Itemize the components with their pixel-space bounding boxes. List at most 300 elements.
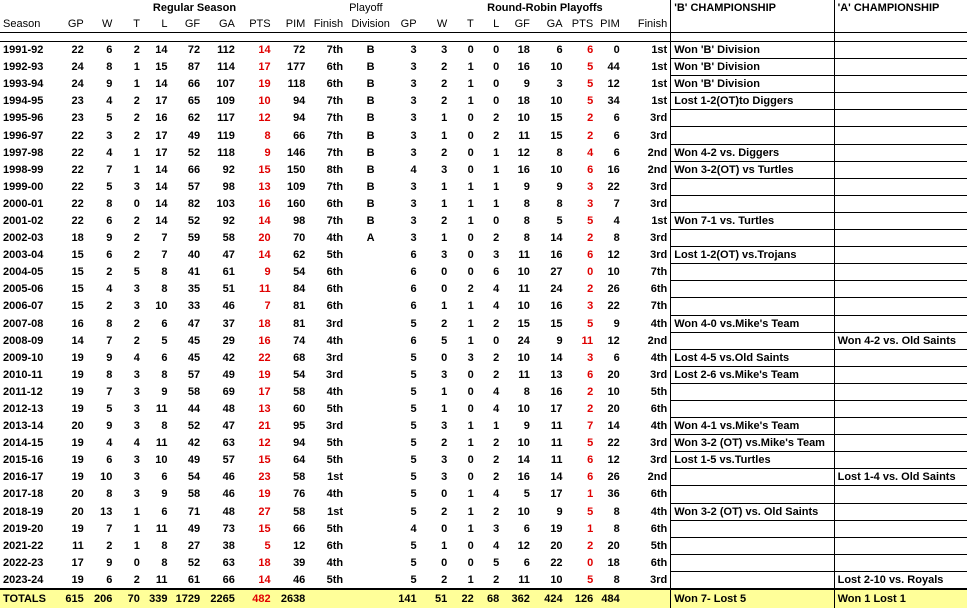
rr-finish-cell: 3rd	[650, 368, 668, 381]
rr-pts-cell: 6	[587, 368, 594, 381]
gp-cell: 22	[71, 180, 84, 193]
season-cell: 2023-24	[3, 573, 44, 586]
rr-finish-cell: 3rd	[650, 129, 668, 142]
rr-pts-cell: 5	[587, 61, 594, 74]
pts-cell: 19	[258, 78, 271, 91]
pts-cell: 17	[258, 385, 271, 398]
finish-cell: 4th	[326, 385, 344, 398]
rr-pim-cell: 22	[607, 300, 620, 313]
rr-l-cell: 2	[493, 471, 500, 484]
rr-w-cell: 3	[441, 471, 448, 484]
rr-finish-cell: 3rd	[650, 112, 668, 125]
rr-gp-cell: 5	[410, 368, 417, 381]
gp-cell: 22	[71, 163, 84, 176]
pim-cell: 39	[293, 556, 306, 569]
rr-gp-cell: 3	[410, 146, 417, 159]
rr-l-cell: 4	[493, 283, 500, 296]
rr-gf-cell: 6	[523, 522, 530, 535]
gp-cell: 19	[71, 573, 84, 586]
a-championship-cell	[834, 76, 967, 93]
b-championship-header: 'B' CHAMPIONSHIP	[671, 0, 834, 16]
ga-cell: 103	[216, 197, 235, 210]
season-cell: 2013-14	[3, 420, 44, 433]
col-rr-finish: Finish	[637, 18, 668, 30]
gp-cell: 19	[71, 368, 84, 381]
finish-cell: 3rd	[325, 368, 344, 381]
ga-cell: 46	[222, 471, 235, 484]
gf-cell: 82	[187, 197, 201, 210]
pts-cell: 14	[258, 249, 271, 262]
totals-rr-pts: 126	[566, 589, 597, 608]
rr-gf-cell: 11	[518, 249, 530, 262]
rr-ga-cell: 5	[556, 214, 563, 227]
ga-cell: 47	[222, 249, 235, 262]
rr-finish-cell: 2nd	[647, 334, 668, 347]
ga-cell: 61	[222, 266, 235, 279]
rr-l-cell: 0	[493, 214, 500, 227]
rr-l-cell: 3	[493, 249, 500, 262]
l-cell: 11	[155, 573, 168, 586]
division-cell: B	[366, 95, 375, 108]
l-cell: 15	[155, 61, 168, 74]
b-championship-cell	[671, 520, 834, 537]
rr-gf-cell: 9	[523, 78, 530, 91]
rr-gf-cell: 12	[517, 146, 530, 159]
rr-l-cell: 4	[493, 539, 500, 552]
rr-l-cell: 2	[493, 454, 500, 467]
division-cell	[346, 383, 395, 400]
rr-l-cell: 2	[493, 351, 500, 364]
a-championship-cell	[834, 537, 967, 554]
rr-pts-cell: 2	[587, 283, 594, 296]
col-finish: Finish	[313, 18, 344, 30]
rr-w-cell: 1	[441, 300, 448, 313]
gf-cell: 47	[187, 317, 201, 330]
pim-cell: 84	[293, 283, 306, 296]
t-cell: 3	[133, 300, 140, 313]
season-cell: 1999-00	[3, 180, 44, 193]
gf-cell: 45	[187, 351, 201, 364]
w-cell: 9	[106, 78, 113, 91]
rr-pim-cell: 20	[607, 539, 620, 552]
l-cell: 14	[155, 78, 168, 91]
col-pim: PIM	[285, 18, 306, 30]
pts-cell: 19	[258, 488, 271, 501]
t-cell: 4	[133, 351, 140, 364]
division-cell: B	[366, 78, 375, 91]
rr-gf-cell: 10	[517, 505, 530, 518]
b-championship-cell	[671, 298, 834, 315]
rr-gp-cell: 5	[410, 351, 417, 364]
t-cell: 1	[133, 539, 140, 552]
col-rr-gf: GF	[514, 18, 530, 30]
gf-cell: 66	[187, 163, 201, 176]
rr-pts-cell: 5	[587, 317, 594, 330]
rr-finish-cell: 6th	[650, 283, 668, 296]
gp-cell: 19	[71, 454, 84, 467]
rr-w-cell: 2	[441, 214, 448, 227]
table-row	[0, 452, 967, 469]
b-championship-cell: Won 'B' Division	[671, 59, 834, 76]
t-cell: 3	[133, 420, 140, 433]
rr-l-cell: 2	[493, 317, 500, 330]
season-cell: 2017-18	[3, 488, 44, 501]
a-championship-cell	[834, 281, 967, 298]
rr-t-cell: 0	[467, 368, 474, 381]
rr-ga-cell: 8	[556, 146, 563, 159]
division-cell	[346, 571, 395, 589]
b-championship-cell	[671, 537, 834, 554]
rr-gp-cell: 3	[410, 197, 417, 210]
w-cell: 9	[106, 351, 113, 364]
gp-cell: 19	[71, 437, 84, 450]
b-championship-cell: Won 4-0 vs.Mike's Team	[671, 315, 834, 332]
rr-gp-cell: 6	[410, 334, 417, 347]
totals-pts: 482	[238, 589, 274, 608]
table-row	[0, 349, 967, 366]
t-cell: 4	[133, 437, 140, 450]
ga-cell: 66	[222, 573, 235, 586]
pts-cell: 14	[258, 573, 271, 586]
pim-cell: 81	[293, 317, 306, 330]
rr-pim-cell: 34	[607, 95, 620, 108]
rr-gp-cell: 4	[410, 163, 417, 176]
pim-cell: 54	[293, 368, 306, 381]
b-championship-cell: Won 3-2 (OT) vs.Mike's Team	[671, 435, 834, 452]
rr-t-cell: 1	[467, 437, 474, 450]
finish-cell: 8th	[326, 163, 344, 176]
rr-finish-cell: 3rd	[650, 437, 668, 450]
rr-ga-cell: 13	[550, 368, 563, 381]
rr-gp-cell: 5	[410, 539, 417, 552]
rr-ga-cell: 17	[550, 403, 563, 416]
rr-finish-cell: 1st	[651, 78, 668, 91]
rr-t-cell: 1	[467, 61, 474, 74]
rr-pim-cell: 22	[607, 437, 620, 450]
totals-w: 206	[87, 589, 116, 608]
rr-w-cell: 2	[441, 78, 448, 91]
pts-cell: 19	[258, 368, 271, 381]
rr-finish-cell: 3rd	[650, 197, 668, 210]
a-championship-cell	[834, 520, 967, 537]
t-cell: 3	[133, 471, 140, 484]
pts-cell: 15	[258, 454, 271, 467]
table-row	[0, 435, 967, 452]
l-cell: 8	[161, 420, 168, 433]
pim-cell: 66	[293, 129, 306, 142]
rr-gf-cell: 11	[518, 368, 530, 381]
table-row	[0, 400, 967, 417]
t-cell: 1	[133, 163, 140, 176]
pts-cell: 21	[258, 420, 271, 433]
t-cell: 2	[133, 95, 140, 108]
b-championship-cell	[671, 383, 834, 400]
rr-gf-cell: 11	[518, 573, 530, 586]
col-season: Season	[3, 18, 41, 30]
rr-finish-cell: 6th	[650, 488, 668, 501]
rr-pts-cell: 5	[587, 573, 594, 586]
gf-cell: 61	[187, 573, 201, 586]
totals-rr-w: 51	[420, 589, 451, 608]
ga-cell: 109	[216, 95, 235, 108]
season-cell: 2012-13	[3, 403, 44, 416]
l-cell: 8	[161, 556, 168, 569]
totals-a-record: Won 1 Lost 1	[834, 589, 967, 608]
gf-cell: 65	[187, 95, 201, 108]
season-cell: 1993-94	[3, 78, 44, 91]
b-championship-cell: Won 4-2 vs. Diggers	[671, 144, 834, 161]
t-cell: 1	[133, 78, 140, 91]
finish-cell: 7th	[326, 112, 344, 125]
rr-ga-cell: 14	[550, 471, 563, 484]
rr-pts-cell: 5	[587, 95, 594, 108]
col-rr-pim: PIM	[600, 18, 620, 30]
rr-w-cell: 2	[441, 573, 448, 586]
finish-cell: 6th	[326, 539, 344, 552]
pim-cell: 95	[293, 420, 306, 433]
gf-cell: 27	[187, 539, 201, 552]
w-cell: 7	[106, 334, 113, 347]
pts-cell: 9	[264, 146, 271, 159]
gf-cell: 54	[187, 471, 201, 484]
b-championship-cell	[671, 571, 834, 589]
a-championship-cell	[834, 93, 967, 110]
a-championship-cell	[834, 230, 967, 247]
rr-pim-cell: 26	[607, 283, 620, 296]
l-cell: 9	[161, 385, 168, 398]
b-championship-cell	[671, 554, 834, 571]
w-cell: 6	[106, 249, 113, 262]
rr-ga-cell: 14	[550, 351, 563, 364]
totals-gf: 1729	[170, 589, 203, 608]
rr-ga-cell: 10	[550, 163, 563, 176]
division-cell: B	[366, 61, 375, 74]
rr-gf-cell: 10	[517, 112, 530, 125]
rr-w-cell: 5	[441, 334, 448, 347]
pim-cell: 109	[286, 180, 306, 193]
rr-pts-cell: 3	[587, 351, 594, 364]
l-cell: 14	[155, 44, 168, 57]
rr-w-cell: 3	[441, 44, 448, 57]
rr-l-cell: 2	[493, 232, 500, 245]
pim-cell: 54	[293, 266, 306, 279]
rr-ga-cell: 14	[550, 232, 563, 245]
l-cell: 8	[161, 368, 168, 381]
rr-t-cell: 1	[467, 420, 474, 433]
gp-cell: 19	[71, 471, 84, 484]
w-cell: 13	[100, 505, 113, 518]
t-cell: 3	[133, 368, 140, 381]
rr-w-cell: 2	[441, 317, 448, 330]
pts-cell: 8	[264, 129, 271, 142]
rr-w-cell: 1	[441, 112, 448, 125]
t-cell: 2	[133, 249, 140, 262]
gp-cell: 15	[71, 283, 84, 296]
rr-gf-cell: 8	[523, 197, 530, 210]
t-cell: 0	[133, 556, 140, 569]
rr-pim-cell: 8	[613, 573, 620, 586]
rr-t-cell: 1	[467, 300, 474, 313]
col-pts: PTS	[249, 18, 271, 30]
totals-pim: 2638	[274, 589, 309, 608]
rr-t-cell: 0	[467, 232, 474, 245]
rr-gf-cell: 8	[523, 214, 530, 227]
rr-w-cell: 1	[441, 385, 448, 398]
ga-cell: 112	[217, 44, 235, 57]
rr-w-cell: 2	[441, 437, 448, 450]
rr-finish-cell: 2nd	[647, 146, 668, 159]
l-cell: 8	[161, 539, 168, 552]
pts-cell: 18	[258, 317, 271, 330]
b-championship-cell	[671, 127, 834, 144]
gf-cell: 58	[187, 488, 201, 501]
rr-ga-cell: 22	[550, 556, 563, 569]
finish-cell: 1st	[327, 471, 344, 484]
gf-cell: 52	[187, 146, 201, 159]
pim-cell: 12	[293, 539, 306, 552]
finish-cell: 7th	[326, 146, 344, 159]
gf-cell: 45	[187, 334, 201, 347]
rr-gf-cell: 14	[517, 454, 530, 467]
rr-finish-cell: 1st	[651, 61, 668, 74]
rr-t-cell: 2	[467, 283, 474, 296]
rr-pim-cell: 26	[607, 471, 620, 484]
pts-cell: 15	[258, 163, 271, 176]
rr-finish-cell: 1st	[651, 214, 668, 227]
b-championship-cell: Lost 2-6 vs.Mike's Team	[671, 366, 834, 383]
season-cell: 2019-20	[3, 522, 44, 535]
rr-gp-cell: 5	[410, 403, 417, 416]
l-cell: 5	[161, 334, 168, 347]
finish-cell: 5th	[326, 573, 344, 586]
pts-cell: 13	[258, 180, 271, 193]
finish-cell: 6th	[326, 61, 344, 74]
division-cell: A	[366, 232, 375, 245]
rr-w-cell: 3	[441, 368, 448, 381]
rr-pts-cell: 2	[587, 385, 594, 398]
ga-cell: 118	[217, 146, 235, 159]
pts-cell: 14	[258, 214, 271, 227]
pim-cell: 118	[287, 78, 306, 91]
rr-l-cell: 2	[493, 437, 500, 450]
rr-pim-cell: 20	[607, 403, 620, 416]
finish-cell: 4th	[326, 232, 344, 245]
l-cell: 9	[161, 488, 168, 501]
rr-gf-cell: 10	[517, 300, 530, 313]
w-cell: 6	[106, 454, 113, 467]
rr-l-cell: 2	[493, 573, 500, 586]
gf-cell: 49	[187, 454, 201, 467]
rr-ga-cell: 10	[550, 95, 563, 108]
rr-t-cell: 0	[467, 146, 474, 159]
rr-t-cell: 3	[467, 351, 474, 364]
col-division: Division	[351, 18, 390, 30]
col-rr-ga: GA	[546, 18, 563, 30]
rr-w-cell: 1	[441, 129, 448, 142]
division-cell: B	[366, 44, 375, 57]
rr-l-cell: 5	[493, 556, 500, 569]
rr-t-cell: 0	[467, 471, 474, 484]
gp-cell: 19	[71, 522, 84, 535]
rr-t-cell: 0	[467, 112, 474, 125]
rr-gp-cell: 3	[410, 214, 417, 227]
rr-pim-cell: 6	[613, 112, 620, 125]
rr-t-cell: 0	[467, 454, 474, 467]
pts-cell: 7	[264, 300, 271, 313]
pts-cell: 11	[258, 283, 271, 296]
w-cell: 5	[106, 112, 113, 125]
rr-gp-cell: 5	[410, 556, 417, 569]
rr-w-cell: 1	[441, 197, 448, 210]
rr-t-cell: 1	[467, 573, 474, 586]
b-championship-cell: Won 'B' Division	[671, 42, 834, 59]
col-rr-w: W	[436, 18, 448, 30]
rr-finish-cell: 3rd	[650, 573, 668, 586]
w-cell: 9	[106, 420, 113, 433]
rr-ga-cell: 24	[550, 283, 563, 296]
ga-cell: 51	[222, 283, 235, 296]
rr-pim-cell: 22	[607, 180, 620, 193]
rr-gf-cell: 11	[518, 129, 530, 142]
rr-w-cell: 3	[441, 249, 448, 262]
totals-b-record: Won 7- Lost 5	[671, 589, 834, 608]
a-championship-cell	[834, 435, 967, 452]
rr-pts-cell: 5	[587, 214, 594, 227]
rr-t-cell: 0	[467, 129, 474, 142]
t-cell: 1	[133, 146, 140, 159]
pim-cell: 58	[293, 385, 306, 398]
table-row	[0, 503, 967, 520]
pts-cell: 15	[258, 522, 271, 535]
pim-cell: 70	[293, 232, 306, 245]
rr-ga-cell: 17	[550, 488, 563, 501]
pts-cell: 16	[258, 334, 271, 347]
division-cell: B	[366, 129, 375, 142]
table-row	[0, 418, 967, 435]
ga-cell: 37	[222, 317, 235, 330]
rr-w-cell: 0	[441, 488, 448, 501]
pim-cell: 98	[293, 214, 306, 227]
gf-cell: 49	[187, 522, 201, 535]
rr-pts-cell: 6	[587, 163, 594, 176]
rr-w-cell: 0	[441, 351, 448, 364]
l-cell: 7	[161, 232, 168, 245]
ga-cell: 46	[222, 300, 235, 313]
gp-cell: 22	[71, 214, 84, 227]
finish-cell: 7th	[326, 180, 344, 193]
table-row	[0, 212, 967, 229]
w-cell: 4	[106, 95, 113, 108]
a-championship-cell	[834, 418, 967, 435]
rr-l-cell: 2	[493, 368, 500, 381]
table-row	[0, 230, 967, 247]
rr-pts-cell: 2	[587, 539, 594, 552]
w-cell: 2	[106, 300, 113, 313]
b-championship-cell	[671, 178, 834, 195]
rr-t-cell: 0	[467, 163, 474, 176]
gf-cell: 87	[187, 61, 201, 74]
rr-gf-cell: 16	[517, 61, 530, 74]
l-cell: 14	[155, 180, 168, 193]
season-cell: 2009-10	[3, 351, 44, 364]
a-championship-cell: Won 4-2 vs. Old Saints	[834, 332, 967, 349]
table-row	[0, 195, 967, 212]
division-cell	[346, 281, 395, 298]
w-cell: 3	[106, 129, 113, 142]
rr-t-cell: 0	[467, 249, 474, 262]
l-cell: 7	[161, 249, 168, 262]
table-row	[0, 383, 967, 400]
